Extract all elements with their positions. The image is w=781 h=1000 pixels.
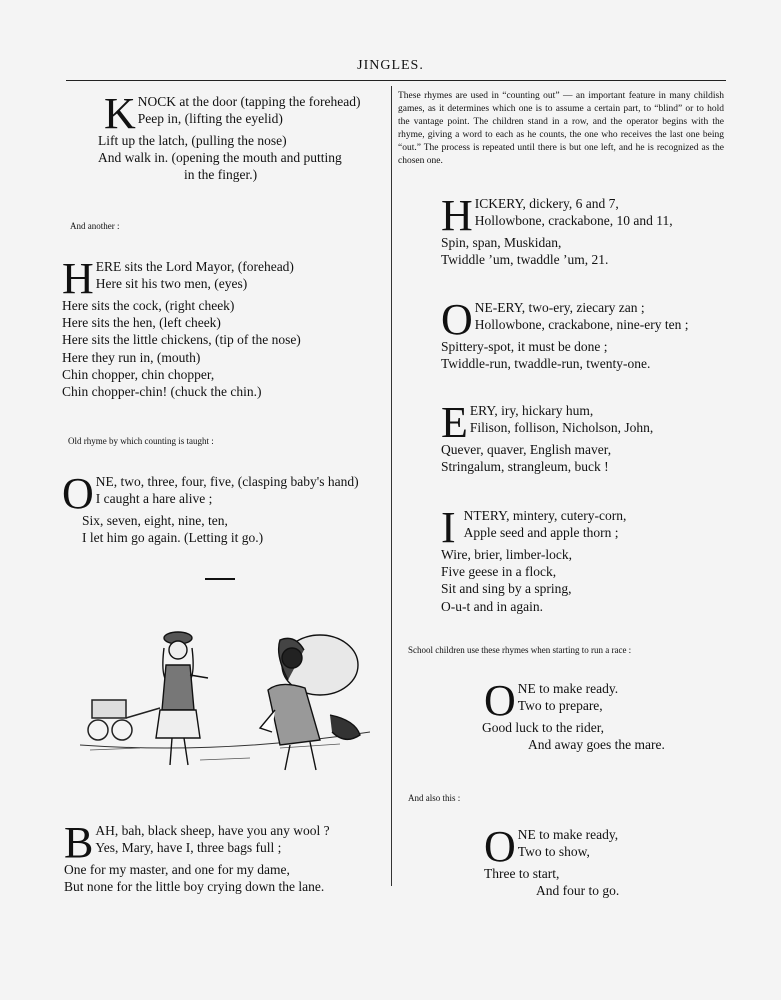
intery-rhyme: [441, 503, 731, 615]
verse-line: Quever, quaver, English maver,: [441, 442, 612, 457]
verse-line: I caught a hare alive ;: [95, 491, 213, 507]
section-separator: [205, 578, 235, 580]
verse-line: NOCK at the door (tapping the forehead): [137, 94, 361, 109]
verse-line: Twiddle ’um, twaddle ’um, 21.: [441, 252, 609, 268]
verse-line: And away goes the mare.: [528, 737, 665, 753]
drop-cap: O: [484, 822, 516, 871]
counting-note: Old rhyme by which counting is taught :: [68, 436, 214, 446]
one-two-rhyme: [62, 469, 387, 546]
verse-line: But none for the little boy crying down the lane.: [64, 879, 325, 895]
verse-line: Here sits the little chickens, (tip of the nose): [62, 332, 301, 348]
verse-line: Yes, Mary, have I, three bags full ;: [95, 840, 282, 856]
header-rule: [66, 80, 726, 81]
verse-line: Here they run in, (mouth): [62, 349, 201, 365]
verse-line: And four to go.: [536, 883, 620, 899]
drop-cap: O: [484, 676, 516, 725]
mayor-rhyme: [62, 254, 387, 400]
drop-cap: O: [62, 469, 94, 518]
drop-cap: I: [441, 503, 456, 552]
verse-line: Here sits the cock, (right cheek): [62, 298, 235, 313]
verse-line: ICKERY, dickery, 6 and 7,: [474, 196, 619, 211]
verse-line: Stringalum, strangleum, buck !: [441, 459, 609, 475]
verse-line: Here sits the hen, (left cheek): [62, 315, 221, 331]
verse-line: Peep in, (lifting the eyelid): [137, 111, 283, 127]
verse-line: Here sit his two men, (eyes): [95, 276, 248, 292]
verse-line: Lift up the latch, (pulling the nose): [98, 133, 287, 148]
verse-line: Good luck to the rider,: [482, 720, 605, 735]
verse-line: Five geese in a flock,: [441, 564, 557, 580]
verse-line: Hollowbone, crackabone, nine-ery ten ;: [474, 317, 689, 333]
eery-rhyme: [441, 398, 731, 475]
another-note: And another :: [70, 221, 120, 231]
hickery-rhyme: [441, 191, 731, 268]
drop-cap: E: [441, 398, 468, 447]
verse-line: Hollowbone, crackabone, 10 and 11,: [474, 213, 673, 229]
verse-line: Spittery-spot, it must be done ;: [441, 339, 608, 354]
verse-line: Apple seed and apple thorn ;: [463, 525, 619, 541]
verse-line: NE to make ready,: [517, 827, 619, 842]
knock-rhyme: [98, 89, 389, 184]
verse-line: Spin, span, Muskidan,: [441, 235, 562, 250]
verse-line: NE to make ready.: [517, 681, 619, 696]
ready-rhyme-2: [484, 822, 724, 899]
verse-line: NE, two, three, four, five, (clasping baby's hand): [95, 474, 359, 489]
drop-cap: B: [64, 818, 94, 867]
race-note: School children use these rhymes when starting to run a race :: [408, 645, 632, 655]
bah-rhyme: [64, 818, 389, 895]
page-header: JINGLES.: [357, 58, 424, 73]
drop-cap: K: [104, 89, 136, 138]
verse-line: NTERY, mintery, cutery-corn,: [463, 508, 627, 523]
verse-line: Two to prepare,: [517, 698, 603, 714]
column-divider: [391, 86, 392, 886]
verse-line: Filison, follison, Nicholson, John,: [469, 420, 654, 436]
verse-line: Twiddle-run, twaddle-run, twenty-one.: [441, 356, 651, 372]
verse-line: AH, bah, black sheep, have you any wool ?: [95, 823, 330, 838]
verse-line: Wire, brier, limber-lock,: [441, 547, 572, 562]
drop-cap: O: [441, 295, 473, 344]
counting-out-intro: These rhymes are used in “counting out” — an important feature in many childish games, as it determines which one is to assume a certain part, to “blind” or to hold the vantage point. The children stand in a row, and the operator begins with the rhyme, giving a word to each as he counts, the one who receives the last one being “out.” The process is repeated until there is but one left, and he is recognized as the chosen one.: [398, 91, 724, 166]
verse-line: Chin chopper-chin! (chuck the chin.): [62, 384, 262, 400]
verse-line: ERE sits the Lord Mayor, (forehead): [95, 259, 294, 274]
verse-line: ERY, iry, hickary hum,: [469, 403, 594, 418]
one-ery-rhyme: [441, 295, 731, 372]
verse-line: And walk in. (opening the mouth and putting: [98, 150, 342, 166]
verse-line: NE-ERY, two-ery, ziecary zan ;: [474, 300, 645, 315]
verse-line: O-u-t and in again.: [441, 598, 543, 614]
verse-line: Sit and sing by a spring,: [441, 581, 572, 597]
verse-line: Three to start,: [484, 866, 560, 881]
verse-line: in the finger.): [184, 167, 258, 183]
verse-line: I let him go again. (Letting it go.): [82, 530, 264, 546]
also-note: And also this :: [408, 793, 461, 803]
girl-and-sheep-illustration: [80, 620, 370, 780]
verse-line: One for my master, and one for my dame,: [64, 862, 290, 877]
verse-line: Two to show,: [517, 844, 590, 860]
verse-line: Chin chopper, chin chopper,: [62, 366, 215, 382]
drop-cap: H: [62, 254, 94, 303]
verse-line: Six, seven, eight, nine, ten,: [82, 513, 228, 528]
drop-cap: H: [441, 191, 473, 240]
ready-rhyme-1: [482, 676, 724, 753]
